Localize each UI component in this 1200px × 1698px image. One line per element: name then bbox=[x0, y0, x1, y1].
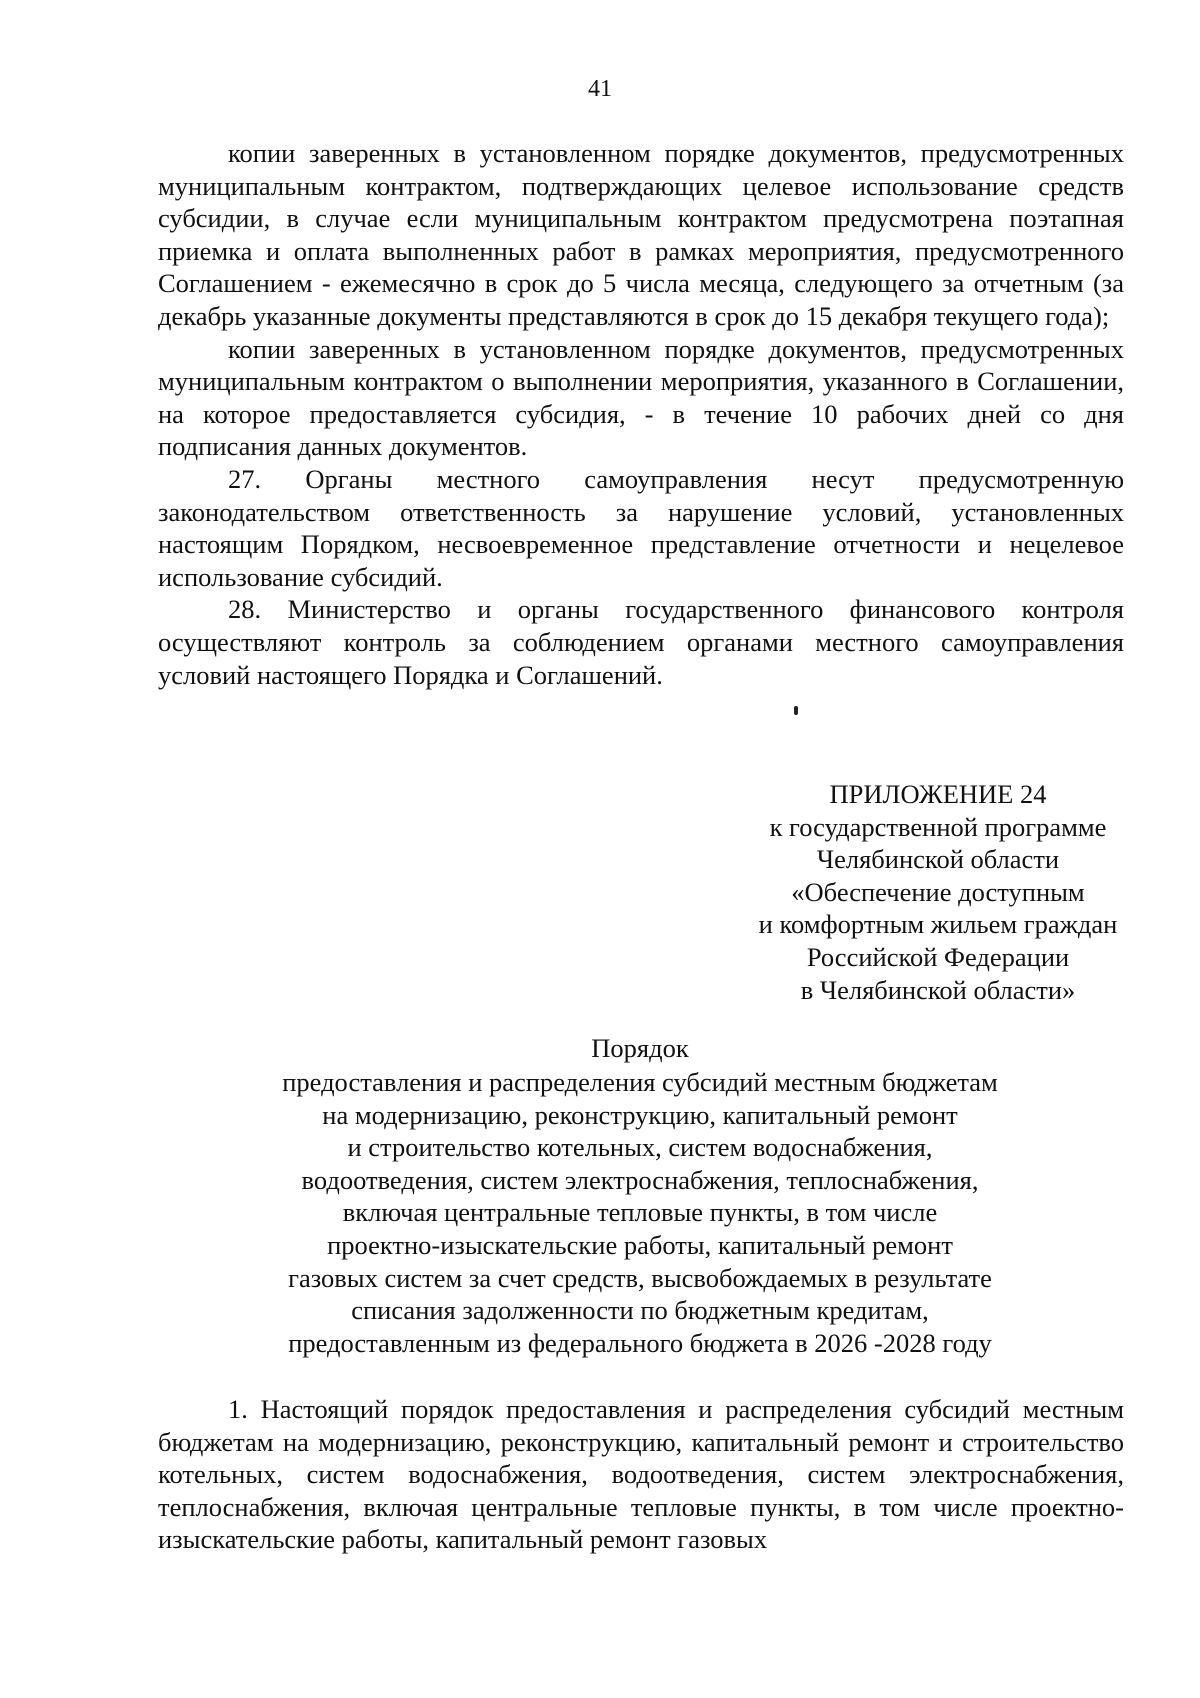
scan-mark bbox=[794, 706, 798, 715]
paragraph-1-scope: 1. Настоящий порядок предоставления и распределения субсидий местным бюджетам на модернизацию, реконструкцию, капитальный ремонт и строительство котельных, систем водоснабжения, водоотведения, систем электроснабжения, теплоснабжения, включая центральные тепловые пункты, в том числе проектно-изыскательские работы, капитальный ремонт газовых bbox=[158, 1394, 1124, 1555]
subtitle-line: и строительство котельных, систем водоснабжения, bbox=[347, 1132, 933, 1163]
appendix-title: ПРИЛОЖЕНИЕ 24 bbox=[829, 779, 1047, 809]
paragraph-copies-completion: копии заверенных в установленном порядке документов, предусмотренных муниципальным контрактом о выполнении мероприятия, указанного в Соглашении, на которое предоставляется субсидия, - в течение 10 рабочих дней со дня подписания данных документов. bbox=[158, 333, 1124, 462]
document-title: Порядок bbox=[591, 1033, 689, 1063]
subtitle-line: предоставления и распределения субсидий местным бюджетам bbox=[282, 1067, 998, 1097]
appendix-line: к государственной программе bbox=[769, 811, 1107, 842]
subtitle-line: водоотведения, систем электроснабжения, теплоснабжения, bbox=[301, 1164, 979, 1195]
subtitle-line: списания задолженности по бюджетным кредитам, bbox=[351, 1295, 929, 1326]
subtitle-line: предоставленным из федерального бюджета в 2026 -2028 году bbox=[288, 1327, 992, 1358]
appendix-line: и комфортным жильем граждан bbox=[758, 909, 1118, 940]
body-text-top bbox=[158, 137, 1124, 691]
appendix-line: в Челябинской области» bbox=[800, 974, 1076, 1005]
paragraph-28-control: 28. Министерство и органы государственного финансового контроля осуществляют контроль за соблюдением органами местного самоуправления условий настоящего Порядка и Соглашений. bbox=[158, 594, 1124, 690]
subtitle-line: включая центральные тепловые пункты, в том числе bbox=[342, 1197, 938, 1228]
subtitle-line: на модернизацию, реконструкцию, капитальный ремонт bbox=[322, 1099, 958, 1130]
document-subtitle bbox=[0, 1066, 1200, 1359]
subtitle-line: проектно-изыскательские работы, капитальный ремонт bbox=[327, 1229, 953, 1260]
appendix-header bbox=[708, 778, 1168, 1006]
appendix-line: Российской Федерации bbox=[806, 941, 1070, 972]
appendix-line: Челябинской области bbox=[816, 844, 1060, 875]
page-number: 41 bbox=[588, 76, 612, 102]
subtitle-line: газовых систем за счет средств, высвобождаемых в результате bbox=[288, 1262, 992, 1293]
body-text-bottom bbox=[158, 1393, 1124, 1556]
paragraph-27-responsibility: 27. Органы местного самоуправления несут предусмотренную законодательством ответственность за нарушение условий, установленных настоящим Порядком, несвоевременное представление отчетности и нецелевое использование субсидий. bbox=[158, 463, 1124, 592]
paragraph-copies-stages: копии заверенных в установленном порядке документов, предусмотренных муниципальным контрактом, подтверждающих целевое использование средств субсидии, в случае если муниципальным контрактом предусмотрена поэтапная приемка и оплата выполненных работ в рамках мероприятия, предусмотренного Соглашением - ежемесячно в срок до 5 числа месяца, следующего за отчетным (за декабрь указанные документы представляются в срок до 15 декабря текущего года); bbox=[158, 138, 1124, 331]
appendix-line: «Обеспечение доступным bbox=[791, 876, 1085, 907]
